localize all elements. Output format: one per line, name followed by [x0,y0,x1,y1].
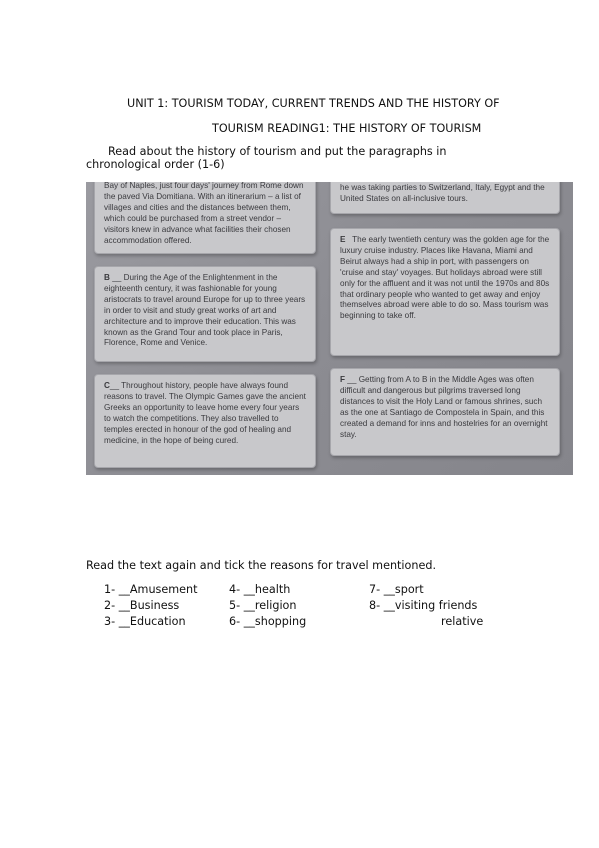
paragraph-a-text: Bay of Naples, just four days' journey from Rome down the paved Via Domitiana. With an itinerarium – a list of villages and cities and the distances between them, which could be purchased from a street vendor – visitors knew in advance what facilities their chosen accommodation offered. [104,182,304,245]
page-title-line-2: TOURISM READING1: THE HISTORY OF TOURISM [212,122,482,135]
paragraph-card-c: C__ Throughout history, people have always found reasons to travel. The Olympic Games gave the ancient Greeks an opportunity to leave home every four years to watch the competitions. They also travelled to temples erected in honour of the god of healing and medicine, in the hope of being cured. [94,374,316,468]
option-sport: 7- __sport [369,583,424,596]
paragraph-card-e [330,228,560,356]
paragraph-d-text: he was taking parties to Switzerland, Italy, Egypt and the United States on all-inclusive tours. [340,183,545,203]
instruction-chronological-order: Read about the history of tourism and put the paragraphs in chronological order (1-6) [86,145,447,171]
paragraph-card-d [330,182,560,214]
option-visiting-friends: 8- __visiting friends [369,599,478,612]
paragraph-card-a [94,182,316,254]
paragraph-f-text: Getting from A to B in the Middle Ages was often difficult and dangerous but pilgrims traversed long distances to visit the Holy Land or famous shrines, such as the one at Santiago de Compostela in Spain, and this created a demand for inns and hostelries for an overnight stay. [340,375,548,439]
paragraph-c-text: Throughout history, people have always found reasons to travel. The Olympic Games gave the ancient Greeks an opportunity to leave home every four years to watch the competitions. They also travelled to temples erected in honour of the god of healing and medicine, in the hope of being cured. [104,381,306,445]
paragraph-b-letter: B [104,273,110,282]
option-education: 3- __Education [104,615,186,628]
page-title-line-1: UNIT 1: TOURISM TODAY, CURRENT TRENDS AND THE HISTORY OF [127,97,500,110]
paragraph-c-letter: C [104,381,110,390]
option-shopping: 6- __shopping [229,615,307,628]
paragraph-e-text: The early twentieth century was the golden age for the luxury cruise industry. Places like Havana, Miami and Beirut always had a ship in port, with passengers on 'cruise and stay' voyages. But holidays abroad were still only for the affluent and it was not until the 1970s and 80s that ordinary people who wanted to get away and enjoy themselves abroad were able to do so. Mass tourism was beginning to take off. [340,235,550,321]
option-amusement: 1- __Amusement [104,583,198,596]
paragraph-card-b: B __ During the Age of the Enlightenment in the eighteenth century, it was fashionable for young aristocrats to travel around Europe for up to three years in order to visit and study great works of art and architecture and to improve their education. This was known as the Grand Tour and took place in Paris, Florence, Rome and Venice. [94,266,316,362]
paragraph-f-letter: F [340,375,346,384]
option-religion: 5- __religion [229,599,297,612]
option-business: 2- __Business [104,599,180,612]
paragraph-card-f: F __ Getting from A to B in the Middle Ages was often difficult and dangerous but pilgrims traversed long distances to visit the Holy Land or famous shrines, such as the one at Santiago de Compostela in Spain, and this created a demand for inns and hostelries for an overnight stay. [330,368,560,456]
option-health: 4- __health [229,583,291,596]
option-visiting-friends-continued: relative [441,615,484,628]
instruction-tick-reasons: Read the text again and tick the reasons for travel mentioned. [86,559,437,572]
paragraph-b-text: During the Age of the Enlightenment in the eighteenth century, it was fashionable for young aristocrats to travel around Europe for up to three years in order to visit and study great works of art and architecture and to improve their education. This was known as the Grand Tour and took place in Paris, Florence, Rome and Venice. [104,273,306,348]
paragraph-e-letter: E [340,235,346,244]
reading-text-photo [86,182,573,475]
